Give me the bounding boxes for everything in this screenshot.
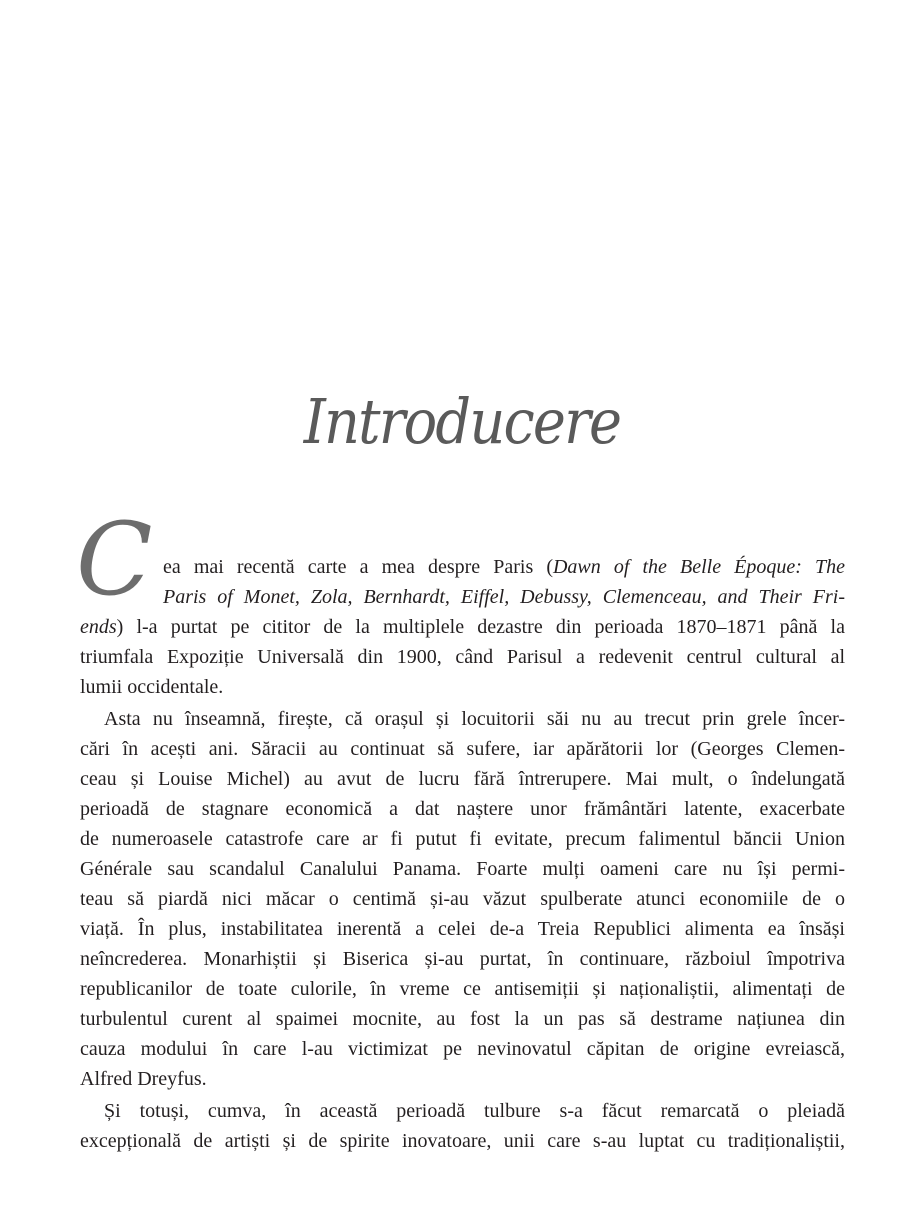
- text-segment: ) l-a purtat pe cititor de la multiplele dezastre din perioada 1870–1871 până la: [116, 616, 845, 638]
- text-line: [80, 764, 845, 794]
- text-segment: lumii occidentale.: [80, 676, 224, 698]
- text-line: [80, 974, 845, 1004]
- body-text: [80, 552, 845, 1158]
- text-segment: ea mai recentă carte a mea despre Paris (: [163, 556, 553, 578]
- chapter-title: Introducere: [303, 385, 621, 458]
- text-line: [80, 1126, 845, 1156]
- text-segment: viață. În plus, instabilitatea inerentă a celei de-a Treia Republici alimenta ea însăși: [80, 918, 845, 940]
- italic-title-text: Paris of Monet, Zola, Bernhardt, Eiffel, Debussy, Clemenceau, and Their Fri-: [163, 586, 845, 608]
- text-segment: triumfala Expoziție Universală din 1900, când Parisul a redevenit centrul cultural al: [80, 646, 845, 668]
- text-line: [80, 794, 845, 824]
- text-line: [80, 854, 845, 884]
- text-segment: Alfred Dreyfus.: [80, 1068, 207, 1090]
- text-line: [80, 1064, 845, 1094]
- text-segment: neîncrederea. Monarhiștii și Biserica și-au purtat, în continuare, războiul împotriva: [80, 948, 845, 970]
- paragraph: [80, 552, 845, 702]
- text-segment: cauza modului în care l-au victimizat pe nevinovatul căpitan de origine evreiască,: [80, 1038, 845, 1060]
- text-line: [80, 914, 845, 944]
- text-segment: republicanilor de toate culorile, în vreme ce antisemiții și naționaliștii, alimentați de: [80, 978, 845, 1000]
- text-segment: ceau și Louise Michel) au avut de lucru fără întrerupere. Mai mult, o îndelungată: [80, 768, 845, 790]
- text-line: [163, 582, 845, 612]
- text-line: [80, 672, 845, 702]
- text-segment: Și totuși, cumva, în această perioadă tulbure s-a făcut remarcată o pleiadă: [104, 1100, 845, 1122]
- text-segment: teau să piardă nici măcar o centimă și-au văzut spulberate atunci economiile de o: [80, 888, 845, 910]
- text-line: [80, 1004, 845, 1034]
- text-segment: excepțională de artiști și de spirite inovatoare, unii care s-au luptat cu tradiționaliștii,: [80, 1130, 845, 1152]
- text-line: [80, 884, 845, 914]
- text-segment: de numeroasele catastrofe care ar fi putut fi evitate, precum falimentul băncii Union: [80, 828, 845, 850]
- text-line: [163, 552, 845, 582]
- italic-title-text: ends: [80, 616, 117, 638]
- text-line: [80, 642, 845, 672]
- text-line: [80, 824, 845, 854]
- text-segment: cări în acești ani. Săracii au continuat să sufere, iar apărătorii lor (Georges Clemen-: [80, 738, 845, 760]
- text-segment: Générale sau scandalul Canalului Panama. Foarte mulți oameni care nu își permi-: [80, 858, 845, 880]
- paragraph: [80, 704, 845, 1094]
- italic-title-text: Dawn of the Belle Époque: The: [552, 556, 845, 578]
- text-segment: perioadă de stagnare economică a dat naștere unor frământări latente, exacerbate: [80, 798, 845, 820]
- text-line: [80, 1096, 845, 1126]
- text-line: [80, 734, 845, 764]
- paragraph: [80, 1096, 845, 1156]
- text-segment: turbulentul curent al spaimei mocnite, au fost la un pas să destrame națiunea din: [80, 1008, 845, 1030]
- text-line: [80, 612, 845, 642]
- text-line: [80, 944, 845, 974]
- drop-cap: C: [76, 501, 153, 618]
- text-line: [80, 1034, 845, 1064]
- text-segment: Asta nu înseamnă, firește, că orașul și locuitorii săi nu au trecut prin grele încer-: [104, 708, 845, 730]
- text-line: [80, 704, 845, 734]
